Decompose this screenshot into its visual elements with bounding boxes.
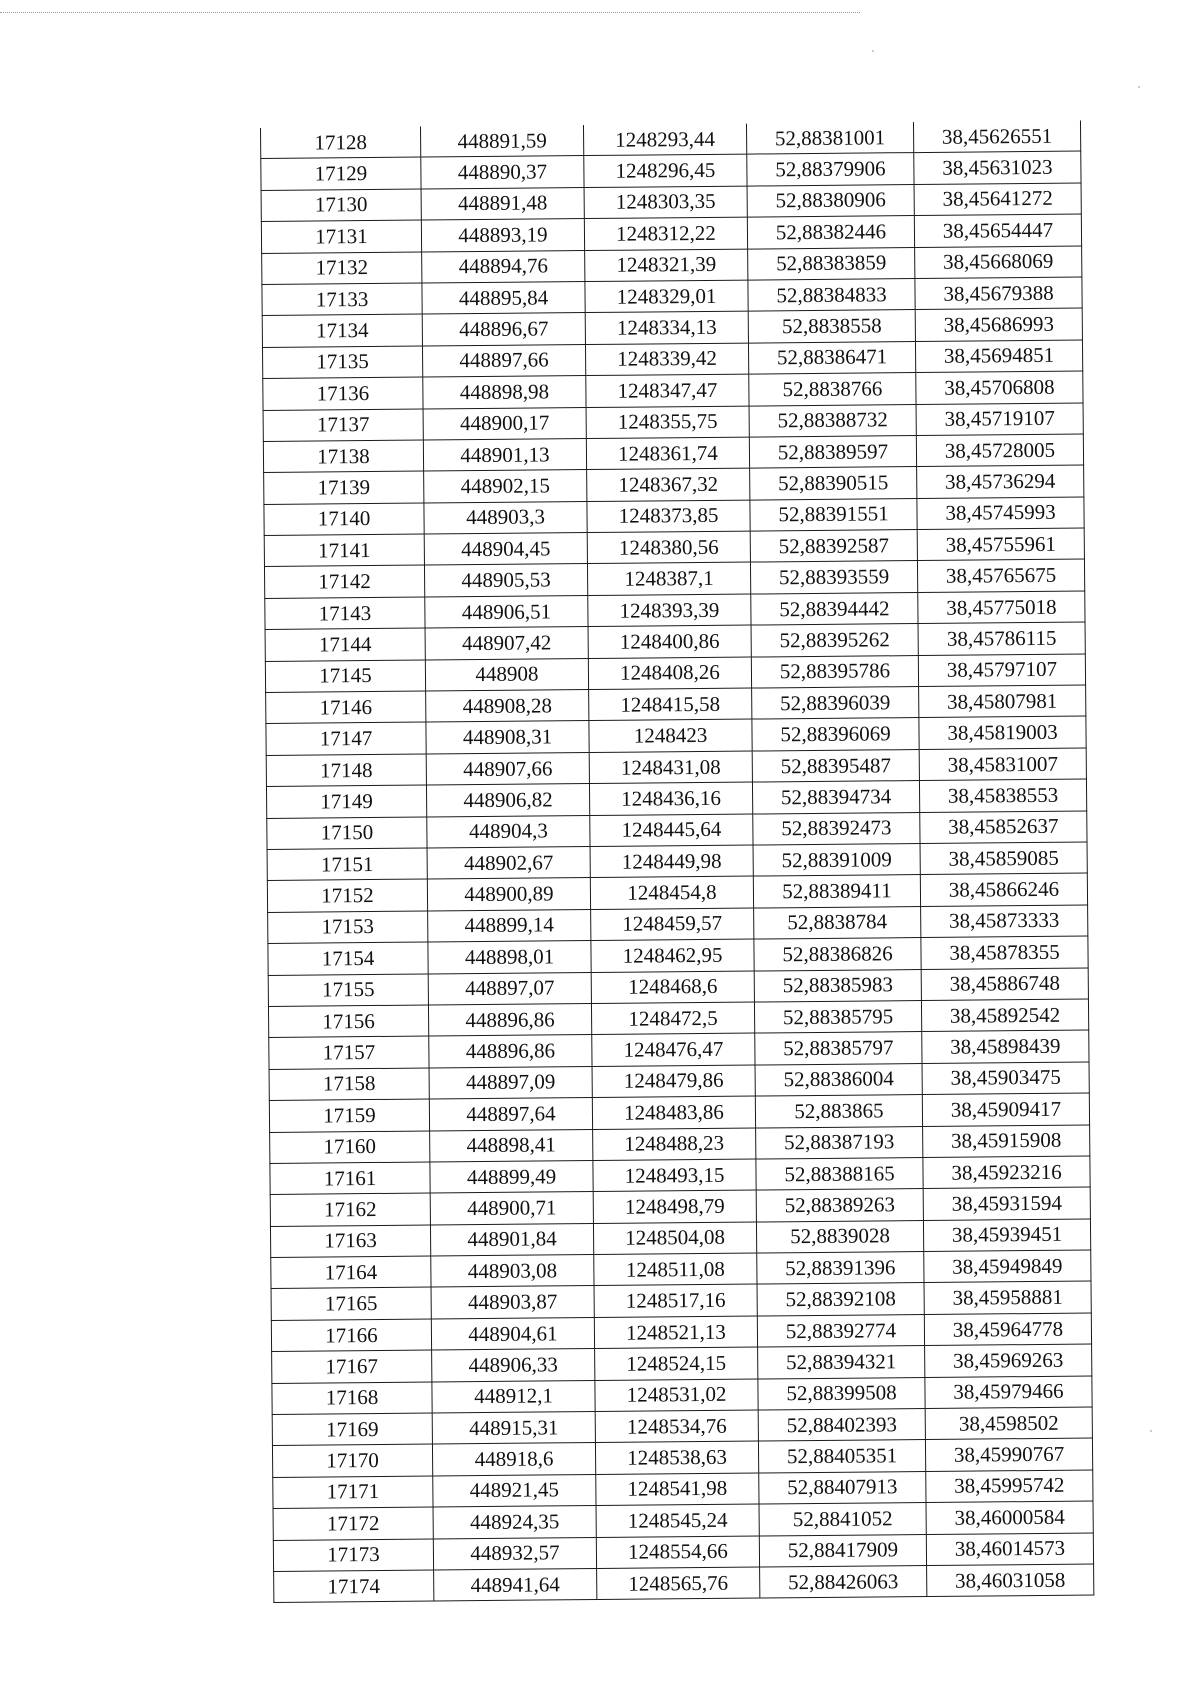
x-coordinate-cell: 448900,89 [427,878,590,911]
latitude-cell: 52,88396069 [752,718,919,751]
x-coordinate-cell: 448908,31 [426,721,589,754]
x-coordinate-cell: 448932,57 [433,1537,596,1570]
point-number-cell: 17174 [274,1570,434,1603]
longitude-cell: 38,45990767 [925,1438,1092,1471]
latitude-cell: 52,88392108 [757,1283,924,1316]
longitude-cell: 38,45807981 [919,685,1086,718]
point-number-cell: 17162 [270,1193,430,1226]
y-coordinate-cell: 1248531,02 [595,1379,758,1412]
x-coordinate-cell: 448899,49 [430,1160,593,1193]
x-coordinate-cell: 448904,45 [424,533,587,566]
point-number-cell: 17154 [268,942,428,975]
x-coordinate-cell: 448915,31 [432,1412,595,1445]
x-coordinate-cell: 448898,98 [423,376,586,409]
longitude-cell: 38,45903475 [922,1062,1089,1095]
x-coordinate-cell: 448907,42 [425,627,588,660]
latitude-cell: 52,8838766 [749,373,916,406]
x-coordinate-cell: 448900,17 [423,407,586,440]
x-coordinate-cell: 448906,51 [425,595,588,628]
longitude-cell: 38,45915908 [923,1125,1090,1158]
latitude-cell: 52,88385983 [754,969,921,1002]
longitude-cell: 38,45679388 [915,277,1082,310]
longitude-cell: 38,45736294 [917,465,1084,498]
latitude-cell: 52,88394442 [751,592,918,625]
latitude-cell: 52,88394734 [752,781,919,814]
y-coordinate-cell: 1248367,32 [587,468,750,501]
point-number-cell: 17151 [267,848,427,881]
x-coordinate-cell: 448891,48 [421,187,584,220]
x-coordinate-cell: 448941,64 [434,1568,597,1601]
coordinate-table-body [260,121,1093,1603]
longitude-cell: 38,45626551 [913,121,1080,153]
point-number-cell: 17145 [265,660,425,693]
point-number-cell: 17157 [269,1036,429,1069]
longitude-cell: 38,45995742 [926,1470,1093,1503]
point-number-cell: 17132 [262,252,422,285]
x-coordinate-cell: 448904,61 [431,1317,594,1350]
point-number-cell: 17143 [265,597,425,630]
x-coordinate-cell: 448903,3 [424,501,587,534]
y-coordinate-cell: 1248436,16 [589,782,752,815]
latitude-cell: 52,88396039 [752,687,919,720]
x-coordinate-cell: 448896,86 [428,1003,591,1036]
latitude-cell: 52,88389597 [749,435,916,468]
longitude-cell: 38,45694851 [915,340,1082,373]
point-number-cell: 17163 [270,1225,430,1258]
y-coordinate-cell: 1248373,85 [587,500,750,533]
point-number-cell: 17168 [272,1382,432,1415]
point-number-cell: 17146 [266,691,426,724]
x-coordinate-cell: 448921,45 [433,1474,596,1507]
longitude-cell: 38,45631023 [914,151,1081,184]
latitude-cell: 52,8838784 [754,906,921,939]
latitude-cell: 52,88391396 [757,1252,924,1285]
longitude-cell: 38,46014573 [926,1533,1093,1566]
longitude-cell: 38,45949849 [924,1250,1091,1283]
latitude-cell: 52,88394321 [758,1346,925,1379]
y-coordinate-cell: 1248517,16 [594,1284,757,1317]
longitude-cell: 38,45939451 [923,1219,1090,1252]
latitude-cell: 52,88389263 [756,1189,923,1222]
point-number-cell: 17140 [264,503,424,536]
x-coordinate-cell: 448907,66 [426,752,589,785]
longitude-cell: 38,45755961 [917,528,1084,561]
longitude-cell: 38,45909417 [922,1093,1089,1126]
longitude-cell: 38,45765675 [917,560,1084,593]
y-coordinate-cell: 1248355,75 [586,406,749,439]
point-number-cell: 17128 [260,127,420,159]
point-number-cell: 17167 [272,1350,432,1383]
y-coordinate-cell: 1248541,98 [596,1473,759,1506]
y-coordinate-cell: 1248361,74 [586,437,749,470]
point-number-cell: 17138 [263,440,423,473]
scan-speck [1138,86,1140,88]
latitude-cell: 52,883865 [755,1095,922,1128]
point-number-cell: 17161 [270,1162,430,1195]
latitude-cell: 52,88402393 [758,1409,925,1442]
y-coordinate-cell: 1248472,5 [591,1002,754,1035]
x-coordinate-cell: 448899,14 [428,909,591,942]
longitude-cell: 38,45838553 [919,779,1086,812]
point-number-cell: 17129 [261,157,421,190]
latitude-cell: 52,88386471 [748,341,915,374]
latitude-cell: 52,88395262 [751,624,918,657]
x-coordinate-cell: 448890,37 [421,156,584,189]
point-number-cell: 17142 [264,565,424,598]
latitude-cell: 52,88388165 [756,1157,923,1190]
latitude-cell: 52,88426063 [760,1565,927,1598]
y-coordinate-cell: 1248504,08 [593,1222,756,1255]
x-coordinate-cell: 448908 [425,658,588,691]
y-coordinate-cell: 1248459,57 [591,908,754,941]
point-number-cell: 17148 [266,754,426,787]
longitude-cell: 38,45878355 [921,936,1088,969]
point-number-cell: 17139 [264,471,424,504]
point-number-cell: 17166 [271,1319,431,1352]
latitude-cell: 52,88390515 [750,467,917,500]
table-row [274,1564,1094,1603]
x-coordinate-cell: 448903,08 [431,1255,594,1288]
x-coordinate-cell: 448906,33 [432,1349,595,1382]
longitude-cell: 38,46031058 [927,1564,1094,1597]
latitude-cell: 52,88391551 [750,498,917,531]
scan-edge-line [0,12,860,13]
latitude-cell: 52,88387193 [756,1126,923,1159]
longitude-cell: 38,45654447 [914,214,1081,247]
latitude-cell: 52,88379906 [747,153,914,186]
latitude-cell: 52,88405351 [758,1440,925,1473]
y-coordinate-cell: 1248387,1 [587,563,750,596]
longitude-cell: 38,45819003 [919,716,1086,749]
latitude-cell: 52,8838558 [748,310,915,343]
x-coordinate-cell: 448897,64 [429,1098,592,1131]
latitude-cell: 52,88386004 [755,1063,922,1096]
longitude-cell: 38,45719107 [916,403,1083,436]
y-coordinate-cell: 1248408,26 [588,657,751,690]
point-number-cell: 17170 [272,1444,432,1477]
y-coordinate-cell: 1248400,86 [588,625,751,658]
latitude-cell: 52,88389411 [753,875,920,908]
latitude-cell: 52,88392774 [757,1314,924,1347]
y-coordinate-cell: 1248498,79 [593,1190,756,1223]
longitude-cell: 38,45775018 [918,591,1085,624]
y-coordinate-cell: 1248293,44 [583,124,746,156]
y-coordinate-cell: 1248534,76 [595,1410,758,1443]
longitude-cell: 38,45898439 [922,1030,1089,1063]
y-coordinate-cell: 1248554,66 [596,1536,759,1569]
y-coordinate-cell: 1248312,22 [584,217,747,250]
latitude-cell: 52,8841052 [759,1503,926,1536]
y-coordinate-cell: 1248329,01 [585,280,748,313]
latitude-cell: 52,88381001 [746,122,913,154]
x-coordinate-cell: 448896,86 [429,1035,592,1068]
y-coordinate-cell: 1248380,56 [587,531,750,564]
y-coordinate-cell: 1248479,86 [592,1065,755,1098]
longitude-cell: 38,4598502 [925,1407,1092,1440]
y-coordinate-cell: 1248468,6 [591,971,754,1004]
longitude-cell: 38,45641272 [914,183,1081,216]
latitude-cell: 52,88392587 [750,530,917,563]
coordinate-table-container [260,121,1093,1604]
longitude-cell: 38,45866246 [920,873,1087,906]
y-coordinate-cell: 1248303,35 [584,186,747,219]
x-coordinate-cell: 448898,41 [430,1129,593,1162]
y-coordinate-cell: 1248347,47 [586,374,749,407]
latitude-cell: 52,8839028 [756,1220,923,1253]
x-coordinate-cell: 448896,67 [422,313,585,346]
x-coordinate-cell: 448897,66 [422,344,585,377]
longitude-cell: 38,45958881 [924,1281,1091,1314]
longitude-cell: 38,45931594 [923,1187,1090,1220]
longitude-cell: 38,45964778 [924,1313,1091,1346]
point-number-cell: 17164 [271,1256,431,1289]
point-number-cell: 17158 [269,1068,429,1101]
point-number-cell: 17147 [266,722,426,755]
point-number-cell: 17141 [264,534,424,567]
x-coordinate-cell: 448898,01 [428,941,591,974]
y-coordinate-cell: 1248493,15 [593,1159,756,1192]
point-number-cell: 17155 [268,974,428,1007]
x-coordinate-cell: 448908,28 [426,690,589,723]
longitude-cell: 38,45892542 [921,999,1088,1032]
y-coordinate-cell: 1248321,39 [585,249,748,282]
latitude-cell: 52,88395487 [752,749,919,782]
latitude-cell: 52,88383859 [748,247,915,280]
scan-speck [872,50,874,52]
point-number-cell: 17169 [272,1413,432,1446]
x-coordinate-cell: 448918,6 [432,1443,595,1476]
y-coordinate-cell: 1248431,08 [589,751,752,784]
x-coordinate-cell: 448895,84 [422,282,585,315]
y-coordinate-cell: 1248545,24 [596,1504,759,1537]
longitude-cell: 38,45745993 [917,497,1084,530]
point-number-cell: 17135 [262,346,422,379]
point-number-cell: 17172 [273,1507,433,1540]
y-coordinate-cell: 1248339,42 [585,343,748,376]
x-coordinate-cell: 448891,59 [420,125,583,157]
latitude-cell: 52,88385797 [755,1032,922,1065]
x-coordinate-cell: 448897,09 [429,1066,592,1099]
y-coordinate-cell: 1248449,98 [590,845,753,878]
point-number-cell: 17133 [262,283,422,316]
longitude-cell: 38,45979466 [925,1376,1092,1409]
point-number-cell: 17144 [265,628,425,661]
y-coordinate-cell: 1248423 [589,719,752,752]
y-coordinate-cell: 1248296,45 [584,154,747,187]
point-number-cell: 17149 [266,785,426,818]
longitude-cell: 38,45797107 [918,654,1085,687]
x-coordinate-cell: 448901,13 [423,438,586,471]
latitude-cell: 52,88399508 [758,1377,925,1410]
latitude-cell: 52,88385795 [754,1000,921,1033]
latitude-cell: 52,88384833 [748,279,915,312]
y-coordinate-cell: 1248488,23 [593,1128,756,1161]
latitude-cell: 52,88386826 [754,938,921,971]
y-coordinate-cell: 1248415,58 [589,688,752,721]
x-coordinate-cell: 448900,71 [430,1192,593,1225]
point-number-cell: 17131 [261,220,421,253]
point-number-cell: 17150 [267,817,427,850]
latitude-cell: 52,88417909 [759,1534,926,1567]
x-coordinate-cell: 448903,87 [431,1286,594,1319]
x-coordinate-cell: 448912,1 [432,1380,595,1413]
latitude-cell: 52,88393559 [750,561,917,594]
x-coordinate-cell: 448902,15 [424,470,587,503]
y-coordinate-cell: 1248393,39 [588,594,751,627]
y-coordinate-cell: 1248565,76 [597,1567,760,1600]
point-number-cell: 17156 [268,1005,428,1038]
longitude-cell: 38,45728005 [916,434,1083,467]
x-coordinate-cell: 448902,67 [427,847,590,880]
latitude-cell: 52,88395786 [751,655,918,688]
longitude-cell: 38,45923216 [923,1156,1090,1189]
x-coordinate-cell: 448893,19 [421,219,584,252]
longitude-cell: 38,45831007 [919,748,1086,781]
y-coordinate-cell: 1248462,95 [591,939,754,972]
x-coordinate-cell: 448924,35 [433,1506,596,1539]
scan-speck [1150,1430,1152,1432]
y-coordinate-cell: 1248476,47 [592,1033,755,1066]
y-coordinate-cell: 1248521,13 [594,1316,757,1349]
longitude-cell: 38,45859085 [920,842,1087,875]
longitude-cell: 38,45886748 [921,968,1088,1001]
latitude-cell: 52,88391009 [753,844,920,877]
y-coordinate-cell: 1248334,13 [585,311,748,344]
latitude-cell: 52,88382446 [747,216,914,249]
longitude-cell: 38,45706808 [916,371,1083,404]
point-number-cell: 17160 [270,1131,430,1164]
y-coordinate-cell: 1248511,08 [594,1253,757,1286]
x-coordinate-cell: 448894,76 [422,250,585,283]
point-number-cell: 17173 [273,1539,433,1572]
longitude-cell: 38,45786115 [918,622,1085,655]
y-coordinate-cell: 1248483,86 [592,1096,755,1129]
point-number-cell: 17171 [273,1476,433,1509]
point-number-cell: 17137 [263,409,423,442]
longitude-cell: 38,45686993 [915,308,1082,341]
longitude-cell: 38,46000584 [926,1501,1093,1534]
coordinate-table [260,121,1094,1604]
y-coordinate-cell: 1248454,8 [590,876,753,909]
latitude-cell: 52,88392473 [753,812,920,845]
point-number-cell: 17165 [271,1287,431,1320]
longitude-cell: 38,45668069 [915,246,1082,279]
y-coordinate-cell: 1248445,64 [590,814,753,847]
longitude-cell: 38,45969263 [925,1344,1092,1377]
point-number-cell: 17136 [263,377,423,410]
point-number-cell: 17134 [262,314,422,347]
longitude-cell: 38,45852637 [920,811,1087,844]
point-number-cell: 17130 [261,189,421,222]
y-coordinate-cell: 1248538,63 [595,1441,758,1474]
x-coordinate-cell: 448904,3 [427,815,590,848]
x-coordinate-cell: 448905,53 [424,564,587,597]
x-coordinate-cell: 448906,82 [426,784,589,817]
latitude-cell: 52,88407913 [759,1471,926,1504]
x-coordinate-cell: 448897,07 [428,972,591,1005]
point-number-cell: 17153 [268,911,428,944]
y-coordinate-cell: 1248524,15 [595,1347,758,1380]
longitude-cell: 38,45873333 [921,905,1088,938]
x-coordinate-cell: 448901,84 [430,1223,593,1256]
latitude-cell: 52,88380906 [747,184,914,217]
latitude-cell: 52,88388732 [749,404,916,437]
point-number-cell: 17159 [269,1099,429,1132]
point-number-cell: 17152 [267,879,427,912]
